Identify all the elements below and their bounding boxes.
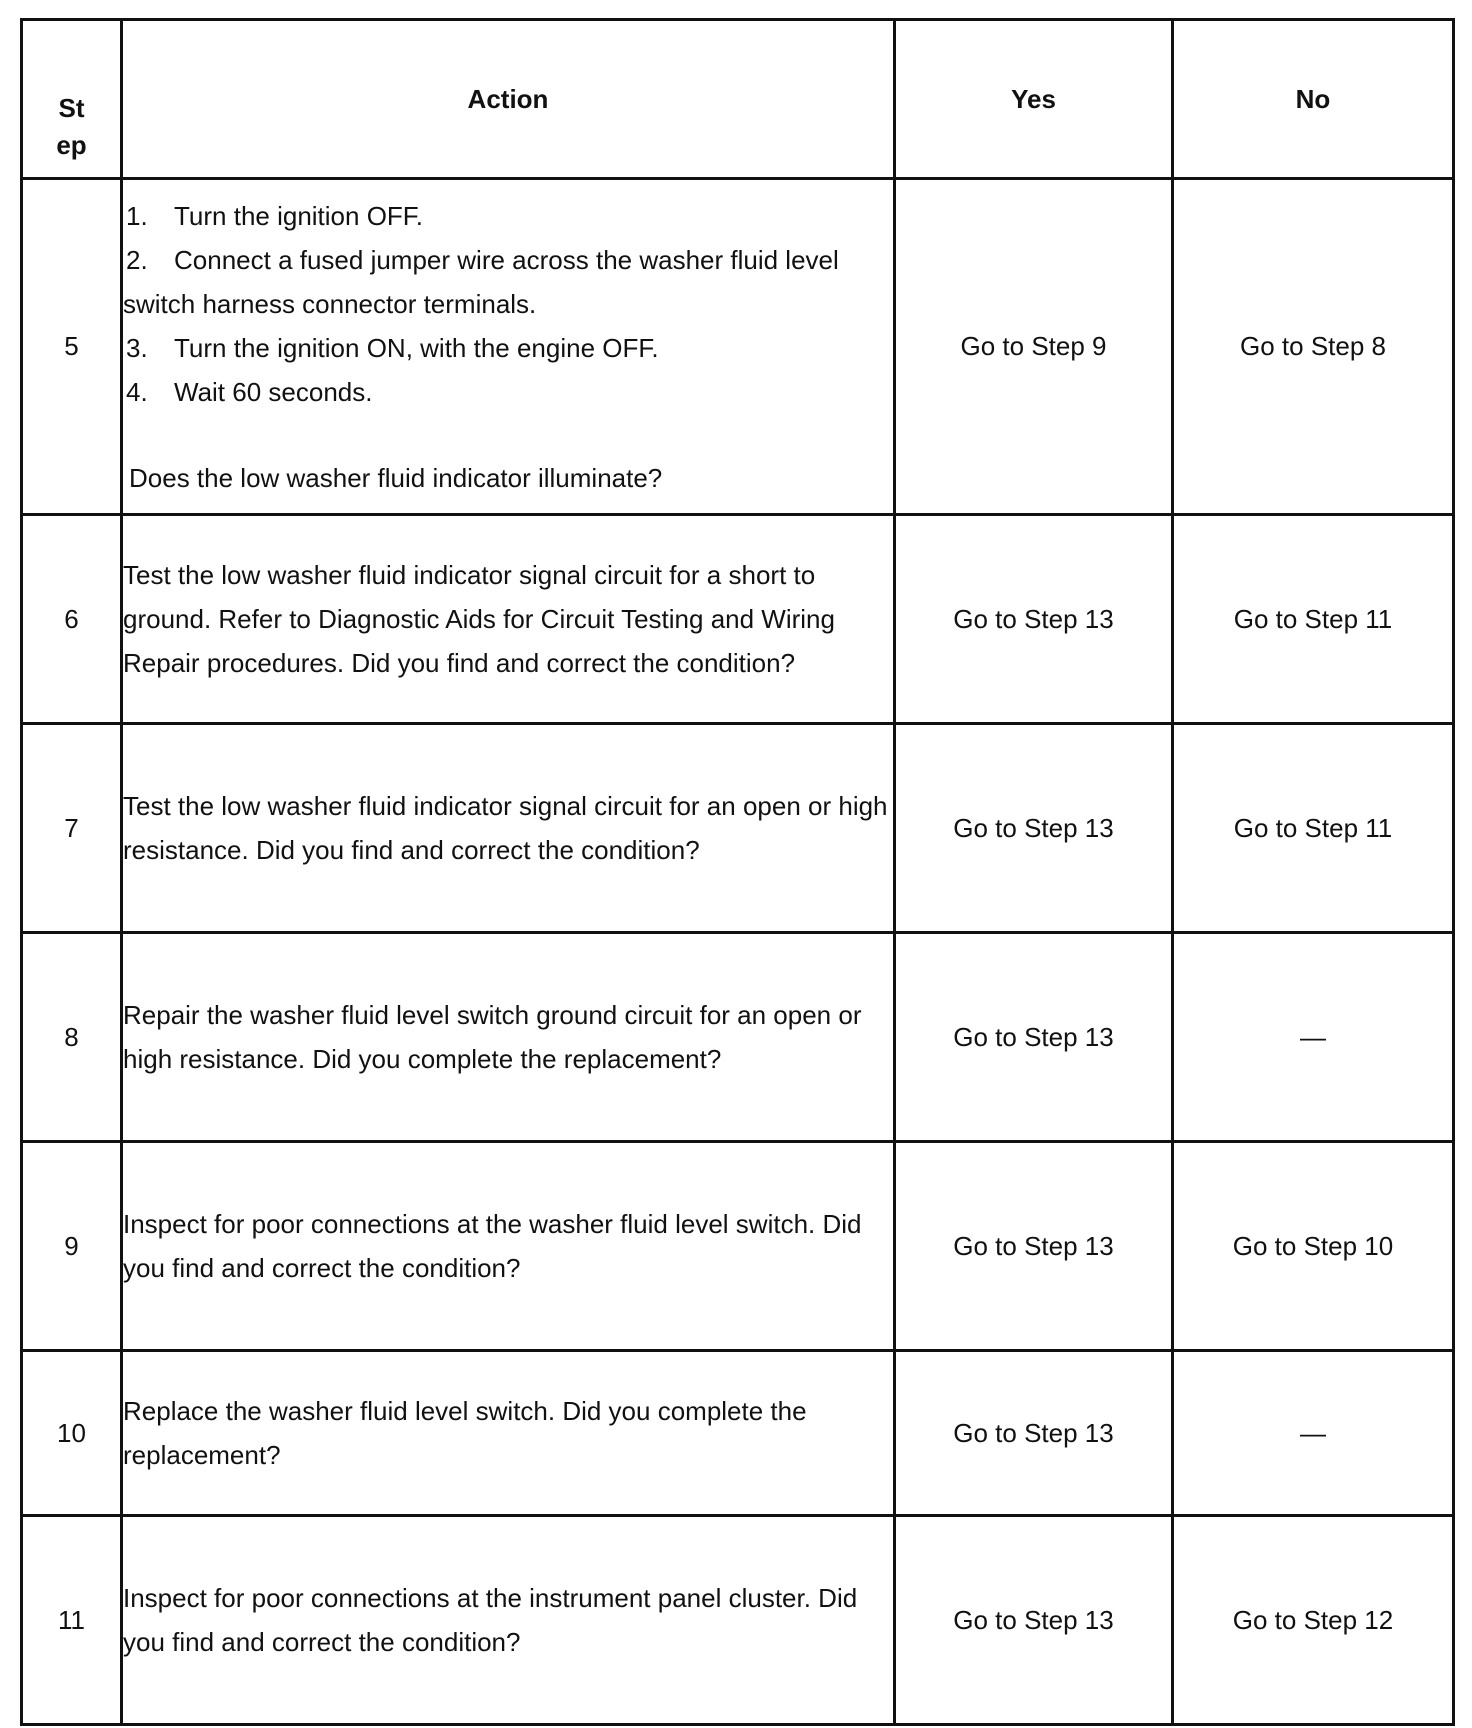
table-row xyxy=(22,933,1454,1142)
substep-text: Wait 60 seconds. xyxy=(174,376,373,407)
table-header-row xyxy=(22,20,1454,179)
step-number: 6 xyxy=(22,515,122,724)
table-row xyxy=(22,1516,1454,1725)
action-text: Test the low washer fluid indicator signal circuit for a short to ground. Refer to Diagnostic Aids for Circuit Testing and Wiring Repair procedures. Did you find and correct the condition? xyxy=(123,560,835,678)
no-result: Go to Step 11 xyxy=(1173,724,1454,933)
substep-text: Turn the ignition OFF. xyxy=(174,200,424,231)
action-cell xyxy=(122,1351,895,1516)
action-text: Repair the washer fluid level switch ground circuit for an open or high resistance. Did you complete the replacement? xyxy=(123,1000,862,1074)
step-number: 9 xyxy=(22,1142,122,1351)
yes-result: Go to Step 9 xyxy=(895,179,1173,515)
action-cell xyxy=(122,179,895,515)
substep-text: Connect a fused jumper wire across the washer fluid level switch harness connector terminals. xyxy=(123,244,839,319)
substep-number: 3. xyxy=(126,332,148,363)
step-number: 5 xyxy=(22,179,122,515)
no-column-header: No xyxy=(1173,20,1454,179)
table-row xyxy=(22,1351,1454,1516)
yes-result: Go to Step 13 xyxy=(895,1516,1173,1725)
no-result: Go to Step 11 xyxy=(1173,515,1454,724)
action-cell xyxy=(122,1516,895,1725)
step-number: 10 xyxy=(22,1351,122,1516)
no-result: Go to Step 10 xyxy=(1173,1142,1454,1351)
action-question: Does the low washer fluid indicator illuminate? xyxy=(129,462,663,493)
action-text: Inspect for poor connections at the washer fluid level switch. Did you find and correct the condition? xyxy=(123,1209,862,1283)
step-header-line1: St xyxy=(58,93,85,124)
yes-result: Go to Step 13 xyxy=(895,1142,1173,1351)
diagnostic-table-container xyxy=(20,18,1452,1726)
action-text: Inspect for poor connections at the instrument panel cluster. Did you find and correct the condition? xyxy=(123,1583,858,1657)
action-cell xyxy=(122,933,895,1142)
no-result: — xyxy=(1173,1351,1454,1516)
action-column-header: Action xyxy=(122,20,895,179)
table-row xyxy=(22,179,1454,515)
action-cell xyxy=(122,515,895,724)
substep-number: 4. xyxy=(126,376,148,407)
list-item xyxy=(123,326,893,370)
step-number: 7 xyxy=(22,724,122,933)
table-row xyxy=(22,515,1454,724)
step-header-line2: ep xyxy=(56,129,87,160)
action-text: Replace the washer fluid level switch. Did you complete the replacement? xyxy=(123,1396,807,1470)
yes-column-header: Yes xyxy=(895,20,1173,179)
yes-result: Go to Step 13 xyxy=(895,515,1173,724)
list-item xyxy=(123,194,893,238)
yes-result: Go to Step 13 xyxy=(895,1351,1173,1516)
step-column-header xyxy=(22,20,122,179)
table-row xyxy=(22,1142,1454,1351)
action-cell xyxy=(122,1142,895,1351)
no-result: Go to Step 12 xyxy=(1173,1516,1454,1725)
substep-number: 2. xyxy=(126,244,148,275)
yes-result: Go to Step 13 xyxy=(895,724,1173,933)
list-item xyxy=(123,238,893,326)
substep-text: Turn the ignition ON, with the engine OFF. xyxy=(174,332,659,363)
step-number: 11 xyxy=(22,1516,122,1725)
table-row xyxy=(22,724,1454,933)
action-text: Test the low washer fluid indicator signal circuit for an open or high resistance. Did you find and correct the condition? xyxy=(123,791,888,865)
substep-number: 1. xyxy=(126,200,148,231)
diagnostic-steps-table xyxy=(20,18,1455,1726)
action-cell xyxy=(122,724,895,933)
substep-list xyxy=(123,194,893,414)
yes-result: Go to Step 13 xyxy=(895,933,1173,1142)
list-item xyxy=(123,370,893,414)
step-number: 8 xyxy=(22,933,122,1142)
no-result: Go to Step 8 xyxy=(1173,179,1454,515)
no-result: — xyxy=(1173,933,1454,1142)
